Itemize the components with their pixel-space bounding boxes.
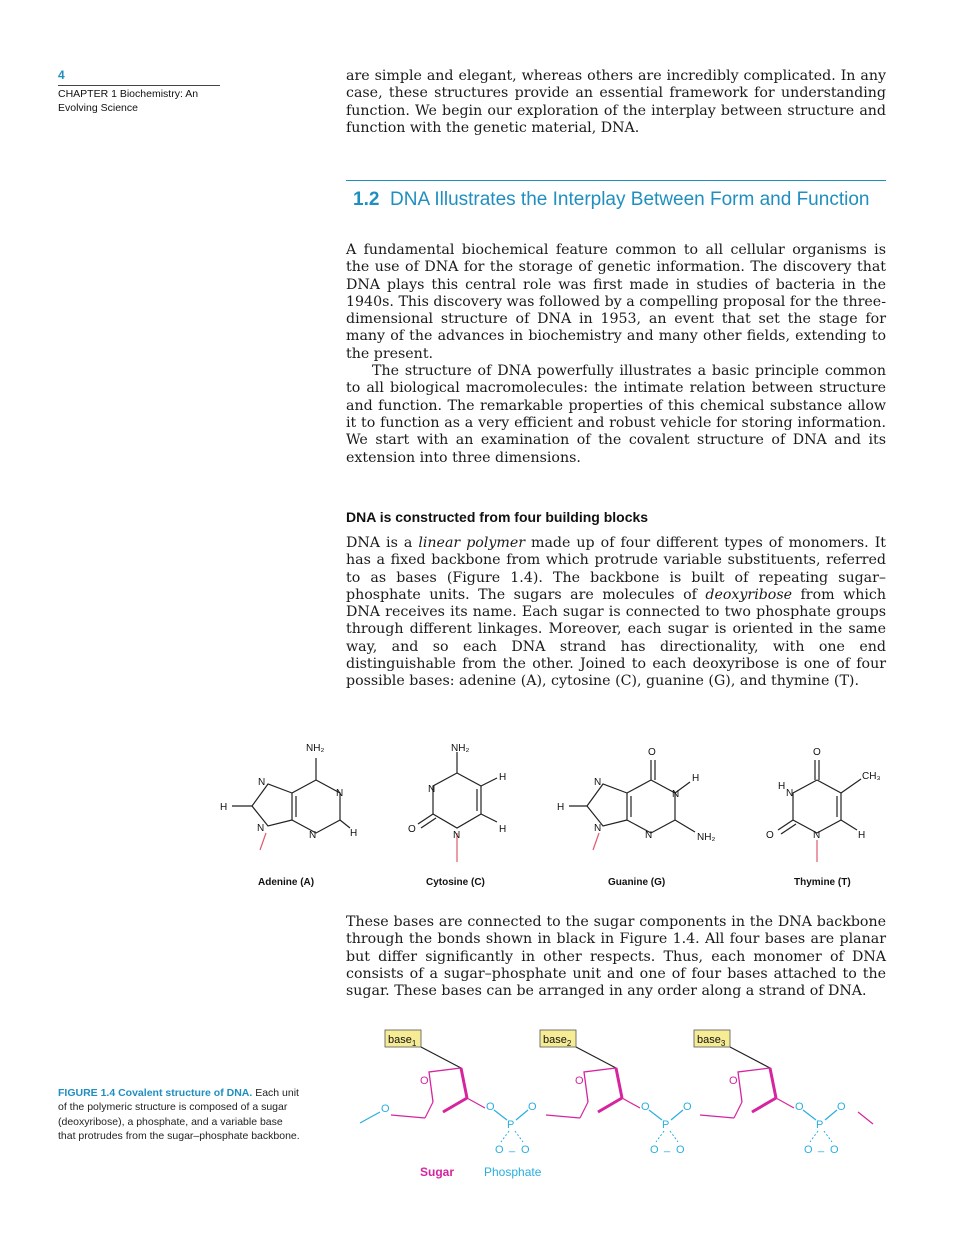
sugar-c3-bond xyxy=(776,1098,794,1108)
thymine-h-label: H xyxy=(778,781,786,792)
cytosine-o-label: O xyxy=(408,824,416,835)
phosphate-bond xyxy=(825,1110,837,1120)
sugar-bold-edge xyxy=(443,1098,467,1112)
sugar-legend-label: Sugar xyxy=(420,1165,455,1179)
thymine-h-label: H xyxy=(858,830,866,841)
phosphate-bond xyxy=(516,1110,528,1120)
cytosine-label: Cytosine (C) xyxy=(426,877,485,888)
figure-caption xyxy=(58,1086,302,1143)
phosphorus-label: P xyxy=(816,1119,824,1131)
cytosine-n-label: N xyxy=(428,784,436,795)
base-label: base$_2$ xyxy=(543,1034,572,1048)
guanine-h-label: H xyxy=(557,802,565,813)
sugar-o-bond xyxy=(700,1115,734,1118)
phosphate-charge-label: _ xyxy=(509,1141,516,1153)
base-sugar-bond xyxy=(576,1047,616,1068)
phosphate-oxygen-label: O xyxy=(795,1101,804,1113)
phosphate-partial-bond xyxy=(670,1131,678,1142)
phosphate-charge-label: _ xyxy=(818,1141,825,1153)
adenine-n-label: N xyxy=(258,777,266,788)
phosphate-legend-label: Phosphate xyxy=(484,1165,542,1179)
guanine-n-label: N xyxy=(672,789,680,800)
sugar-o-bond xyxy=(391,1115,425,1118)
phosphorus-label: P xyxy=(662,1119,670,1131)
sugar-bold-edge xyxy=(461,1068,467,1098)
ring-oxygen-label: O xyxy=(420,1075,429,1087)
adenine-n-label: N xyxy=(257,823,265,834)
phosphate-partial-bond xyxy=(515,1131,523,1142)
phosphate-partial-bond xyxy=(810,1131,818,1142)
thymine-o-label: O xyxy=(813,747,821,758)
base-label: base$_1$ xyxy=(388,1034,417,1048)
sugar-o-bond xyxy=(546,1115,580,1118)
guanine-h-label: H xyxy=(692,773,700,784)
phosphate-oxygen-label: O xyxy=(683,1101,692,1113)
sugar-phosphate-units xyxy=(360,1030,873,1156)
phosphate-partial-bond xyxy=(656,1131,664,1142)
backbone-trailing-bond xyxy=(858,1112,873,1124)
subsection-heading: DNA is constructed from four building blocks xyxy=(346,509,649,525)
thymine-o-label: O xyxy=(766,830,774,841)
sugar-c5-bond xyxy=(425,1102,433,1118)
base-sugar-bond xyxy=(421,1047,461,1068)
phosphate-oxygen-label: O xyxy=(495,1144,504,1156)
caption-head: FIGURE 1.4 Covalent structure of DNA. xyxy=(58,1087,253,1099)
cytosine-nh2-label: NH₂ xyxy=(451,743,470,754)
sugar-bold-edge xyxy=(752,1098,776,1112)
phosphate-oxygen-label: O xyxy=(676,1144,685,1156)
base-label: base$_3$ xyxy=(697,1034,726,1048)
section-title: DNA Illustrates the Interplay Between Form and Function xyxy=(390,189,870,210)
subsection-text-1: DNA is a xyxy=(346,535,419,551)
cytosine-h-label: H xyxy=(499,772,507,783)
phosphate-oxygen-label: O xyxy=(837,1101,846,1113)
phosphorus-label: P xyxy=(507,1119,515,1131)
term-linear-polymer: linear polymer xyxy=(418,535,526,551)
thymine-n-label: N xyxy=(786,788,794,799)
section-paragraph-2: The structure of DNA powerfully illustrates a basic principle common to all biological macromolecules: the intimate relation between structure and function. The remarkable properties of this chemical substance allow it to function as a very efficient and robust vehicle for storing information. We start with an examination of the covalent structure of DNA and its extension into three dimensions. xyxy=(346,363,886,466)
backbone-leading-bond xyxy=(360,1112,380,1123)
guanine-nh2-label: NH₂ xyxy=(697,832,716,843)
sugar-c5-bond xyxy=(580,1102,588,1118)
phosphate-oxygen-label: O xyxy=(804,1144,813,1156)
adenine-label: Adenine (A) xyxy=(258,877,315,888)
intro-paragraph: are simple and elegant, whereas others are incredibly complicated. In any case, these structures provide an essential framework for understanding function. We begin our exploration of the interplay between structure and function with the genetic material, DNA. xyxy=(346,68,886,136)
section-number: 1.2 xyxy=(353,189,380,210)
phosphate-partial-bond xyxy=(824,1131,832,1142)
cytosine-h-label: H xyxy=(499,824,507,835)
phosphate-oxygen-label: O xyxy=(830,1144,839,1156)
page-number: 4 xyxy=(58,68,65,82)
sugar-c3-bond xyxy=(467,1098,485,1108)
phosphate-oxygen-label: O xyxy=(641,1101,650,1113)
ring-oxygen-label: O xyxy=(575,1075,584,1087)
base-sugar-bond xyxy=(730,1047,770,1068)
guanine-n-label: N xyxy=(645,830,653,841)
oxygen-label: O xyxy=(381,1103,390,1115)
chapter-label: CHAPTER 1 Biochemistry: An Evolving Science xyxy=(58,88,199,114)
phosphate-oxygen-label: O xyxy=(528,1101,537,1113)
thymine-label: Thymine (T) xyxy=(794,877,851,888)
sugar-c5-bond xyxy=(734,1102,742,1118)
phosphate-oxygen-label: O xyxy=(521,1144,530,1156)
ring-oxygen-label: O xyxy=(729,1075,738,1087)
sugar-bold-edge xyxy=(598,1098,622,1112)
adenine-h-label: H xyxy=(350,828,358,839)
guanine-o-label: O xyxy=(648,747,656,758)
subsection-text-3: from which DNA receives its name. Each sugar is connected to two phosphate groups through different linkages. Moreover, each sugar is oriented in the same way, and so each DNA strand has directionality, with one end distinguishable from the other. Joined to each deoxyribose is one of four possible bases: adenine (A), cytosine (C), guanine (G), and thymine (T). xyxy=(346,586,886,690)
phosphate-bond xyxy=(671,1110,683,1120)
guanine-n-label: N xyxy=(594,777,602,788)
phosphate-bond xyxy=(803,1110,816,1120)
guanine-label: Guanine (G) xyxy=(608,877,666,888)
caption-text: Each unit of the polymeric structure is composed of a sugar (deoxyribose), a phosphate, and a variable base that protrudes from the sugar–phosphate backbone. xyxy=(58,1087,300,1142)
phosphate-partial-bond xyxy=(501,1131,509,1142)
phosphate-bond xyxy=(494,1110,507,1120)
term-deoxyribose: deoxyribose xyxy=(705,586,793,603)
thymine-ch3-label: CH₃ xyxy=(862,771,881,782)
thymine-n-label: N xyxy=(813,830,821,841)
sugar-c3-bond xyxy=(622,1098,640,1108)
cytosine-n-label: N xyxy=(453,830,461,841)
phosphate-bond xyxy=(649,1110,662,1120)
adenine-nh2-label: NH₂ xyxy=(306,743,325,754)
adenine-h-label: H xyxy=(220,802,228,813)
sugar-bold-edge xyxy=(616,1068,622,1098)
guanine-n-label: N xyxy=(594,823,602,834)
phosphate-oxygen-label: O xyxy=(486,1101,495,1113)
adenine-n-label: N xyxy=(336,788,344,799)
phosphate-charge-label: _ xyxy=(664,1141,671,1153)
after-figure-paragraph: These bases are connected to the sugar components in the DNA backbone through the bonds shown in black in Figure 1.4. All four bases are planar but differ significantly in other respects. Thus, each monomer of DNA consists of a sugar–phosphate unit and one of four bases attached to the sugar. These bases can be arranged in any order along a strand of DNA. xyxy=(346,914,886,1000)
section-paragraph-1: A fundamental biochemical feature common to all cellular organisms is the use of DNA for the storage of genetic information. The discovery that DNA plays this central role was first made in studies of bacteria in the 1940s. This discovery was followed by a compelling proposal for the three-dimensional structure of DNA in 1953, an event that set the stage for many of the advances in biochemistry and many other fields, extending to the present. xyxy=(346,242,886,362)
phosphate-oxygen-label: O xyxy=(650,1144,659,1156)
sugar-bold-edge xyxy=(770,1068,776,1098)
subsection-text-2: made up of four different types of monomers. It has a fixed backbone from which protrude variable substituents, referred to as bases (Figure 1.4). The backbone is built of repeating sugar–phosphate units. The sugars are molecules of xyxy=(346,535,886,603)
adenine-n-label: N xyxy=(309,830,317,841)
